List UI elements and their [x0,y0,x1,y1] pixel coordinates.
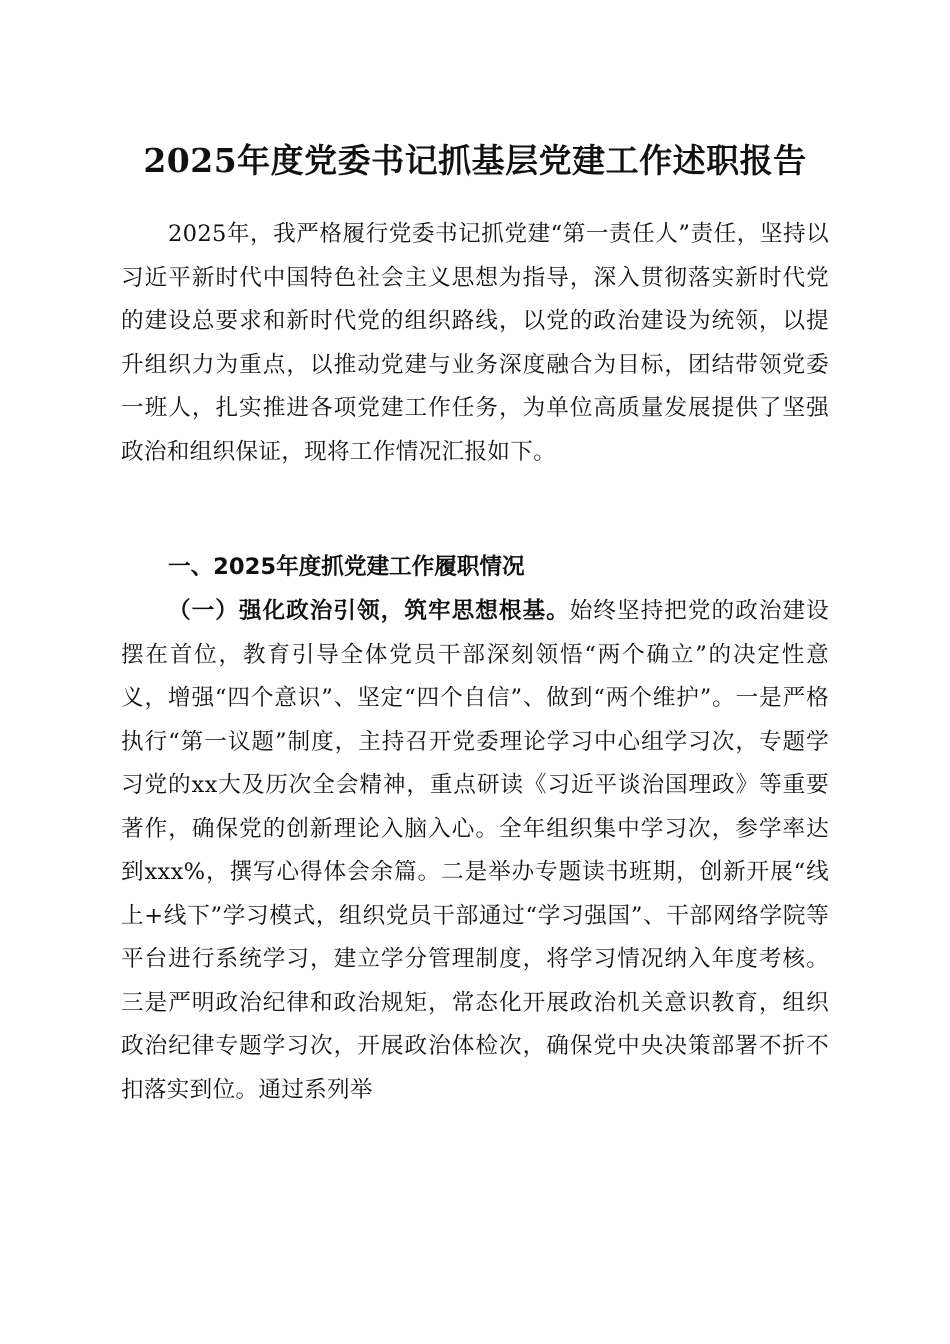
document-title: 2025年度党委书记抓基层党建工作述职报告 [143,141,807,180]
section-heading-1: 一、2025年度抓党建工作履职情况 [168,554,525,580]
intro-paragraph: 2025年，我严格履行党委书记抓党建“第一责任人”责任，坚持以习近平新时代中国特色社会主义思想为指导，深入贯彻落实新时代党的建设总要求和新时代党的组织路线，以党的政治建设为统领，以提升组织力为重点，以推动党建与业务深度融合为目标，团结带领党委一班人，扎实推进各项党建工作任务，为单位高质量发展提供了坚强政治和组织保证，现将工作情况汇报如下。 [121,221,829,465]
subsection-paragraph-1 [121,590,829,1112]
subsection-body-1: 始终坚持把党的政治建设摆在首位，教育引导全体党员干部深刻领悟“两个确立”的决定性意义，增强“四个意识”、坚定“四个自信”、做到“两个维护”。一是严格执行“第一议题”制度，主持召开党委理论学习中心组学习次，专题学习党的xx大及历次全会精神，重点研读《习近平谈治国理政》等重要著作，确保党的创新理论入脑入心。全年组织集中学习次，参学率达到xxx%，撰写心得体会余篇。二是举办专题读书班期，创新开展“线上+线下”学习模式，组织党员干部通过“学习强国”、干部网络学院等平台进行系统学习，建立学分管理制度，将学习情况纳入年度考核。三是严明政治纪律和政治规矩，常态化开展政治机关意识教育，组织政治纪律专题学习次，开展政治体检次，确保党中央决策部署不折不扣落实到位。通过系列举 [121,598,829,1103]
subsection-lead-1: （一）强化政治引领，筑牢思想根基。 [168,598,570,624]
